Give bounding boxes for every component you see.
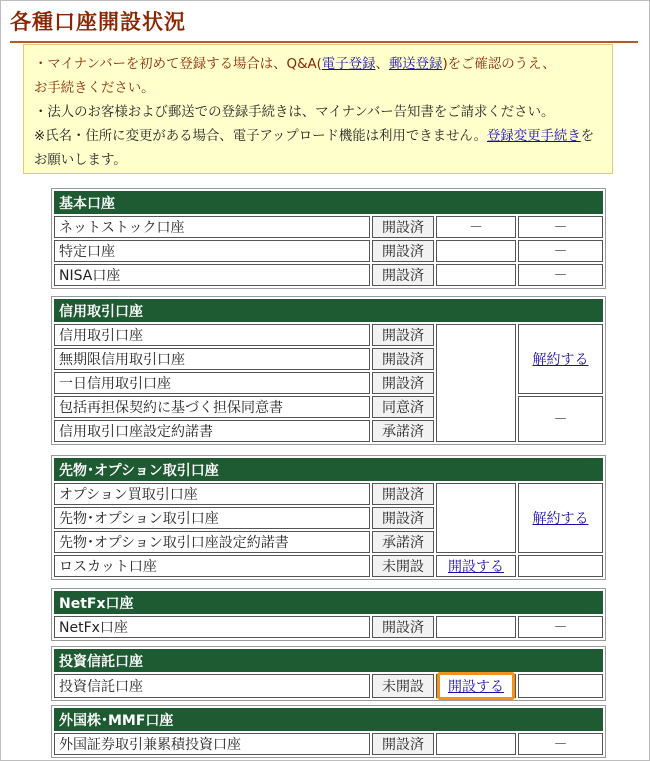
- account-status: 開設済: [372, 324, 434, 346]
- table-row: [54, 216, 603, 238]
- account-name: ネットストック口座: [54, 216, 370, 238]
- account-name: 信用取引口座: [54, 324, 370, 346]
- account-name: 無期限信用取引口座: [54, 348, 370, 370]
- account-name: オプション買取引口座: [54, 483, 370, 505]
- fund-open-link[interactable]: 開設する: [448, 679, 504, 695]
- table-row: [54, 616, 603, 638]
- cancel-cell: [518, 555, 603, 577]
- account-name: 一日信用取引口座: [54, 372, 370, 394]
- basic-account-table: [51, 188, 606, 289]
- account-status: 開設済: [372, 733, 434, 755]
- page-title: 各種口座開設状況: [10, 6, 638, 43]
- table-row: [54, 396, 603, 418]
- section-header-basic: 基本口座: [54, 191, 603, 214]
- account-name: 先物･オプション取引口座: [54, 507, 370, 529]
- account-name: 包括再担保契約に基づく担保同意書: [54, 396, 370, 418]
- notice-line-4: ※氏名・住所に変更がある場合、電子アップロード機能は利用できません。登録変更手続きをお願いします。: [34, 129, 595, 168]
- action-cell: [436, 240, 516, 262]
- account-status: 開設済: [372, 483, 434, 505]
- account-status: 開設済: [372, 616, 434, 638]
- account-name: ロスカット口座: [54, 555, 370, 577]
- cancel-cell: －: [518, 264, 603, 286]
- section-header-foreign: 外国株･MMF口座: [54, 708, 603, 731]
- account-status: 未開設: [372, 555, 434, 577]
- account-name: NISA口座: [54, 264, 370, 286]
- fund-account-table: [51, 646, 606, 701]
- section-header-fund: 投資信託口座: [54, 649, 603, 672]
- table-row: [54, 483, 603, 505]
- futures-cancel-link[interactable]: 解約する: [532, 511, 589, 527]
- account-status: 開設済: [372, 348, 434, 370]
- mynumber-notice: [23, 44, 613, 174]
- account-status: 承諾済: [372, 531, 434, 553]
- account-name: 特定口座: [54, 240, 370, 262]
- cancel-cell: －: [518, 616, 603, 638]
- table-row: [54, 674, 603, 698]
- section-header-futures: 先物･オプション取引口座: [54, 458, 603, 481]
- futures-account-table: [51, 455, 606, 580]
- account-name: 投資信託口座: [54, 674, 370, 698]
- account-status: 開設済: [372, 264, 434, 286]
- account-status: 開設済: [372, 216, 434, 238]
- account-status: 承諾済: [372, 420, 434, 442]
- account-status: 開設済: [372, 507, 434, 529]
- cancel-cell: －: [518, 216, 603, 238]
- cancel-cell: [518, 324, 603, 394]
- notice-line-1: ・マイナンバーを初めて登録する場合は、Q&A(電子登録、郵送登録)をご確認のうえ、: [34, 57, 556, 72]
- cancel-cell: [518, 674, 603, 698]
- notice-line-2: お手続きください。: [34, 81, 155, 96]
- account-status: 開設済: [372, 240, 434, 262]
- action-cell: [436, 733, 516, 755]
- account-status: 未開設: [372, 674, 434, 698]
- notice-line-3: ・法人のお客様および郵送での登録手続きは、マイナンバー告知書をご請求ください。: [34, 105, 555, 120]
- account-status: 開設済: [372, 372, 434, 394]
- section-header-margin: 信用取引口座: [54, 299, 603, 322]
- cancel-cell: －: [518, 240, 603, 262]
- cancel-cell: －: [518, 733, 603, 755]
- fund-open-highlight: [437, 672, 515, 700]
- account-name: 信用取引口座設定約諾書: [54, 420, 370, 442]
- table-row: [54, 733, 603, 755]
- margin-cancel-link[interactable]: 解約する: [532, 352, 589, 368]
- table-row: [54, 264, 603, 286]
- account-name: NetFx口座: [54, 616, 370, 638]
- table-row: [54, 240, 603, 262]
- cancel-cell: －: [518, 396, 603, 442]
- netfx-account-table: [51, 588, 606, 641]
- account-status: 同意済: [372, 396, 434, 418]
- section-header-netfx: NetFx口座: [54, 591, 603, 614]
- action-cell: [436, 483, 516, 553]
- action-cell: [436, 324, 516, 442]
- action-cell: [436, 616, 516, 638]
- losscut-open-link[interactable]: 開設する: [448, 559, 504, 575]
- denshi-registration-link[interactable]: 電子登録: [321, 57, 376, 72]
- action-cell: －: [436, 216, 516, 238]
- yuso-registration-link[interactable]: 郵送登録: [388, 57, 443, 72]
- foreign-account-table: [51, 705, 606, 758]
- action-cell: [436, 264, 516, 286]
- action-cell: [436, 555, 516, 577]
- margin-account-table: [51, 296, 606, 445]
- table-row: [54, 324, 603, 346]
- action-cell: [436, 674, 516, 698]
- registration-change-link[interactable]: 登録変更手続き: [486, 129, 581, 144]
- table-row: [54, 555, 603, 577]
- account-name: 先物･オプション取引口座設定約諾書: [54, 531, 370, 553]
- account-name: 外国証券取引兼累積投資口座: [54, 733, 370, 755]
- cancel-cell: [518, 483, 603, 553]
